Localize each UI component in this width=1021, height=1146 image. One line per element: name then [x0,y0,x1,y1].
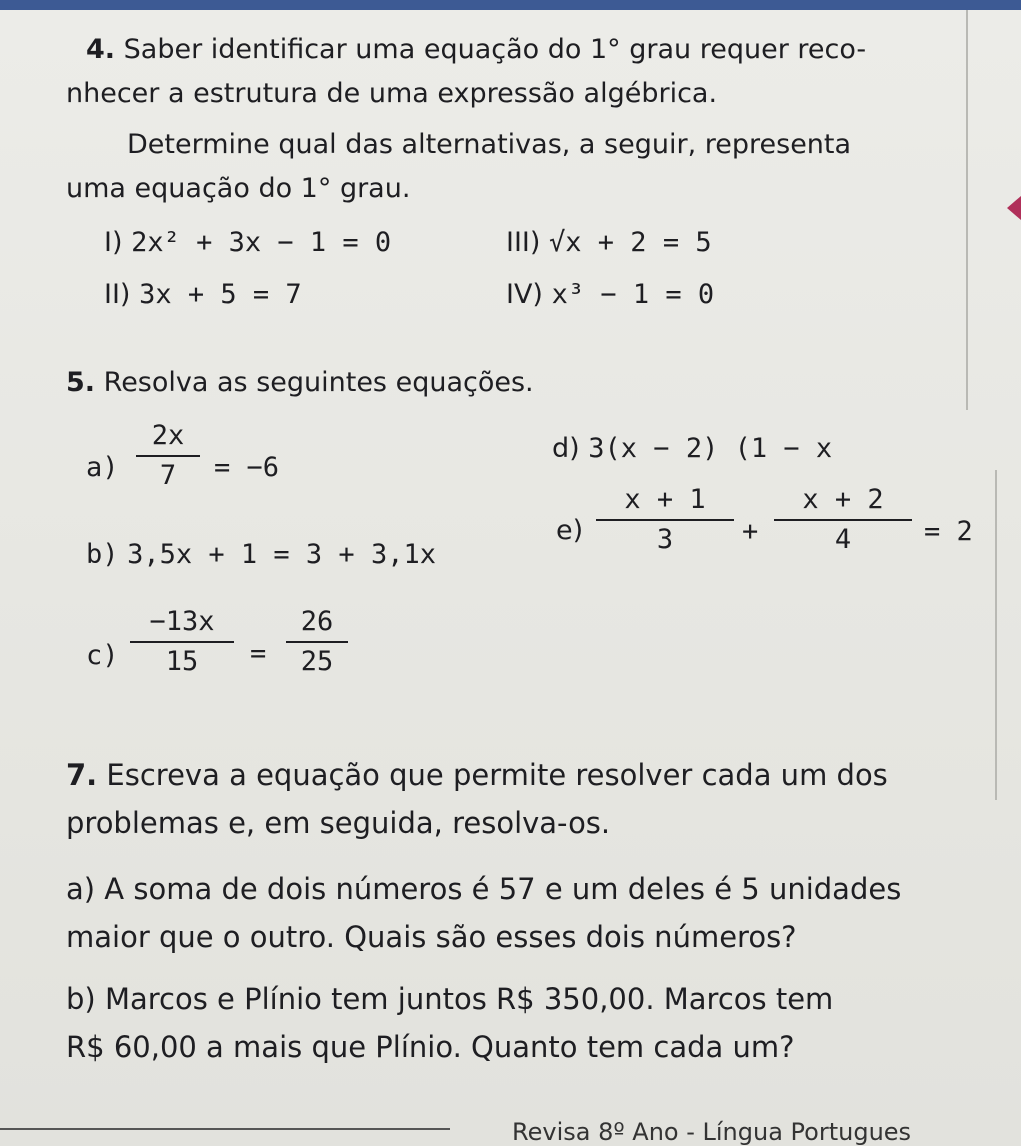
numerator: 26 [300,606,334,637]
option-expression: x³ − 1 = 0 [551,279,715,310]
fraction-bar [136,455,200,457]
q4-text-1: Saber identificar uma equação do 1° grau requer reco- [123,34,867,65]
fraction-bar [774,519,912,521]
q4-line1 [86,33,866,67]
q7b-line1: b) Marcos e Plínio tem juntos R$ 350,00. Marcos tem [66,982,834,1016]
q5d [552,432,832,466]
margin-line-2 [995,470,997,800]
option-label: I) [104,227,123,258]
option-expression: 3x + 5 = 7 [139,279,302,310]
q5c-label: c) [86,640,119,671]
q5-title [66,366,534,400]
q5b-expression: 3,5x + 1 = 3 + 3,1x [127,539,436,570]
q5a-label: a) [86,452,119,483]
item-label: b) [86,539,119,570]
q7-text-2: problemas e, em seguida, resolva-os. [66,806,611,840]
numerator: x + 2 [802,484,884,515]
option-label: II) [104,279,131,310]
q7b-line2: R$ 60,00 a mais que Plínio. Quanto tem cada um? [66,1030,795,1064]
top-color-band [0,0,1021,10]
q5e-label: e) [556,515,584,546]
item-label: d) [552,433,580,464]
footer-line [0,1128,450,1130]
q5c-equals: = [250,638,267,669]
q7-number: 7. [66,758,98,792]
q4-prompt-1: Determine qual das alternativas, a seguir, representa [127,129,852,160]
q7a-line1: a) A soma de dois números é 57 e um deles é 5 unidades [66,872,902,906]
q5c-fraction-1 [130,606,234,678]
footer-text: Revisa 8º Ano - Língua Portugues [512,1118,912,1146]
q4-option-2 [104,278,302,312]
q4-prompt-2: uma equação do 1° grau. [66,173,411,204]
denominator: 4 [834,524,852,555]
denominator: 15 [165,646,199,677]
q4-option-1 [104,226,391,260]
option-label: IV) [506,279,543,310]
q4-text-2: nhecer a estrutura de uma expressão algébrica. [66,78,718,109]
q7a-line2: maior que o outro. Quais são esses dois números? [66,920,797,954]
q5c-fraction-2 [286,606,348,678]
q5-number: 5. [66,367,96,398]
fraction-bar [596,519,734,521]
option-expression: √x + 2 = 5 [549,227,712,258]
fraction-bar [286,641,348,643]
q5d-expression: 3(x − 2) (1 − x [588,433,833,464]
q5e-plus: + [742,516,759,547]
q7-line1 [66,758,888,792]
q5e-rhs: = 2 [924,516,973,547]
q5e-fraction-1 [596,484,734,556]
q7-text-1: Escreva a equação que permite resolver cada um dos [106,758,888,792]
q5a-fraction [136,420,200,492]
q4-option-4 [506,278,714,312]
numerator: −13x [149,606,215,637]
option-label: III) [506,227,541,258]
q4-option-3 [506,226,712,260]
numerator: 2x [151,420,185,451]
option-expression: 2x² + 3x − 1 = 0 [131,227,392,258]
q5e-fraction-2 [774,484,912,556]
denominator: 3 [656,524,674,555]
q5-title-text: Resolva as seguintes equações. [103,367,534,398]
fraction-bar [130,641,234,643]
q5b [86,538,436,572]
q4-number: 4. [86,34,116,65]
q5a-rhs: = −6 [214,452,280,483]
side-marker-icon [1007,196,1021,220]
numerator: x + 1 [624,484,706,515]
margin-line [966,10,968,410]
denominator: 7 [159,460,177,491]
denominator: 25 [300,646,334,677]
